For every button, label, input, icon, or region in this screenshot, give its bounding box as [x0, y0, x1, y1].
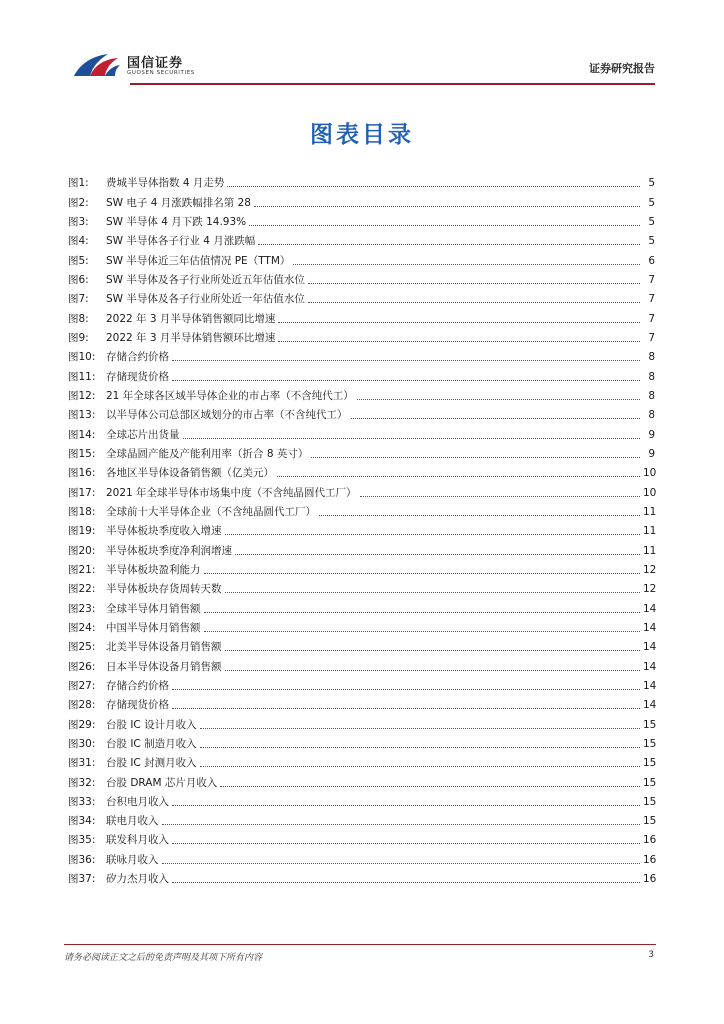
toc-entry-page: 15	[643, 737, 657, 750]
toc-dot-leader	[278, 321, 640, 323]
toc-dot-leader	[162, 862, 641, 864]
footer-disclaimer: 请务必阅读正文之后的免责声明及其项下所有内容	[64, 953, 263, 963]
toc-entry-page: 14	[643, 660, 657, 673]
toc-entry-page: 5	[648, 177, 655, 190]
logo-chinese-name: 国信证券	[127, 56, 184, 71]
toc-dot-leader	[172, 881, 640, 883]
toc-entry-title: 全球晶圆产能及产能利用率（折合 8 英寸）	[106, 447, 309, 460]
toc-entry-number: 图2:	[68, 196, 89, 209]
toc-entry-page: 15	[643, 718, 657, 731]
toc-dot-leader	[360, 495, 640, 497]
toc-entry-number: 图8:	[68, 312, 89, 325]
toc-entry-page: 16	[643, 834, 657, 847]
toc-entry[interactable]	[68, 519, 655, 538]
toc-entry-number: 图33:	[68, 795, 96, 808]
toc-dot-leader	[183, 437, 641, 439]
toc-dot-leader	[204, 630, 641, 632]
toc-entry-number: 图9:	[68, 331, 89, 344]
toc-entry-page: 7	[648, 293, 655, 306]
toc-entry-title: SW 半导体 4 月下跌 14.93%	[106, 215, 247, 228]
toc-dot-leader	[277, 475, 640, 477]
toc-entry[interactable]	[68, 732, 655, 751]
toc-entry-number: 图18:	[68, 505, 96, 518]
toc-entry[interactable]	[68, 751, 655, 770]
toc-entry-title: 全球前十大半导体企业（不含纯晶圆代工厂）	[106, 505, 316, 518]
toc-entry-page: 8	[648, 370, 655, 383]
toc-entry[interactable]	[68, 422, 655, 441]
toc-entry-page: 15	[643, 795, 657, 808]
toc-entry-title: 21 年全球各区域半导体企业的市占率（不含纯代工）	[106, 389, 354, 402]
toc-entry-number: 图3:	[68, 215, 89, 228]
toc-dot-leader	[220, 785, 640, 787]
toc-dot-leader	[351, 417, 641, 419]
toc-entry-title: 日本半导体设备月销售额	[106, 660, 222, 673]
toc-entry-number: 图28:	[68, 699, 96, 712]
toc-entry[interactable]	[68, 306, 655, 325]
toc-entry-number: 图32:	[68, 776, 96, 789]
toc-entry-title: 存储现货价格	[106, 699, 169, 712]
toc-entry-number: 图35:	[68, 834, 96, 847]
toc-entry[interactable]	[68, 442, 655, 461]
toc-entry[interactable]	[68, 500, 655, 519]
toc-entry[interactable]	[68, 558, 655, 577]
toc-entry-title: 各地区半导体设备销售额（亿美元）	[106, 467, 274, 480]
toc-entry-title: 2022 年 3 月半导体销售额同比增速	[106, 312, 276, 325]
page-header	[70, 48, 655, 84]
toc-entry[interactable]	[68, 538, 655, 557]
toc-entry-number: 图15:	[68, 447, 96, 460]
toc-entry[interactable]	[68, 867, 655, 886]
toc-entry-title: 台股 IC 设计月收入	[106, 718, 197, 731]
toc-entry-title: 存储合约价格	[106, 679, 169, 692]
toc-entry-page: 11	[643, 505, 657, 518]
toc-dot-leader	[172, 842, 640, 844]
toc-entry[interactable]	[68, 596, 655, 615]
toc-entry-title: 台股 IC 封测月收入	[106, 757, 197, 770]
toc-entry-title: 联咏月收入	[106, 853, 159, 866]
toc-entry-page: 7	[648, 331, 655, 344]
toc-dot-leader	[357, 398, 640, 400]
toc-entry-number: 图19:	[68, 525, 96, 538]
toc-entry-title: 台积电月收入	[106, 795, 169, 808]
toc-entry[interactable]	[68, 635, 655, 654]
toc-entry-number: 图17:	[68, 486, 96, 499]
page-number: 3	[648, 950, 654, 960]
toc-entry[interactable]	[68, 847, 655, 866]
toc-dot-leader	[308, 301, 640, 303]
toc-entry-number: 图7:	[68, 293, 89, 306]
toc-entry-title: 费城半导体指数 4 月走势	[106, 177, 225, 190]
toc-dot-leader	[200, 746, 640, 748]
toc-entry-number: 图23:	[68, 602, 96, 615]
toc-entry[interactable]	[68, 210, 655, 229]
toc-entry-page: 11	[643, 544, 657, 557]
toc-dot-leader	[227, 185, 640, 187]
toc-entry-number: 图5:	[68, 254, 89, 267]
toc-entry-number: 图20:	[68, 544, 96, 557]
toc-entry-page: 14	[643, 621, 657, 634]
report-type-label: 证券研究报告	[589, 62, 655, 75]
toc-entry-number: 图13:	[68, 409, 96, 422]
toc-entry-number: 图27:	[68, 679, 96, 692]
toc-entry[interactable]	[68, 712, 655, 731]
toc-entry-number: 图10:	[68, 351, 96, 364]
toc-entry-page: 5	[648, 196, 655, 209]
toc-entry[interactable]	[68, 461, 655, 480]
toc-entry[interactable]	[68, 809, 655, 828]
toc-dot-leader	[200, 727, 640, 729]
toc-entry[interactable]	[68, 674, 655, 693]
toc-entry-title: 联发科月收入	[106, 834, 169, 847]
header-divider	[130, 83, 655, 85]
toc-entry-page: 7	[648, 273, 655, 286]
toc-entry[interactable]	[68, 171, 655, 190]
toc-dot-leader	[235, 553, 640, 555]
toc-entry-number: 图4:	[68, 235, 89, 248]
page-title: 图表目录	[310, 122, 414, 148]
toc-dot-leader	[225, 649, 641, 651]
toc-entry-page: 7	[648, 312, 655, 325]
toc-entry-page: 16	[643, 873, 657, 886]
toc-entry-number: 图29:	[68, 718, 96, 731]
toc-entry[interactable]	[68, 616, 655, 635]
toc-dot-leader	[293, 263, 640, 265]
guosen-logo-icon	[70, 50, 122, 80]
table-of-figures	[68, 171, 655, 886]
toc-entry-number: 图25:	[68, 641, 96, 654]
toc-entry-page: 9	[648, 428, 655, 441]
toc-dot-leader	[308, 282, 640, 284]
toc-dot-leader	[200, 765, 640, 767]
toc-entry[interactable]	[68, 287, 655, 306]
toc-entry-title: 存储现货价格	[106, 370, 169, 383]
toc-dot-leader	[204, 611, 641, 613]
toc-entry-page: 12	[643, 583, 657, 596]
toc-entry-page: 12	[643, 563, 657, 576]
toc-entry-page: 14	[643, 602, 657, 615]
toc-entry-page: 9	[648, 447, 655, 460]
toc-entry-title: 2022 年 3 月半导体销售额环比增速	[106, 331, 276, 344]
toc-entry-page: 11	[643, 525, 657, 538]
toc-dot-leader	[254, 205, 640, 207]
logo-english-name: GUOSEN SECURITIES	[127, 70, 195, 76]
toc-entry-page: 15	[643, 776, 657, 789]
toc-entry-number: 图22:	[68, 583, 96, 596]
toc-dot-leader	[172, 379, 640, 381]
toc-entry-page: 6	[648, 254, 655, 267]
toc-entry-title: 北美半导体设备月销售额	[106, 641, 222, 654]
toc-dot-leader	[319, 514, 640, 516]
toc-entry-number: 图26:	[68, 660, 96, 673]
toc-entry-page: 10	[643, 486, 657, 499]
toc-entry-number: 图14:	[68, 428, 96, 441]
footer-divider	[64, 944, 656, 945]
toc-entry-number: 图24:	[68, 621, 96, 634]
toc-entry-title: 以半导体公司总部区域划分的市占率（不含纯代工）	[106, 409, 348, 422]
toc-entry-number: 图6:	[68, 273, 89, 286]
toc-entry-number: 图21:	[68, 563, 96, 576]
toc-entry[interactable]	[68, 654, 655, 673]
toc-dot-leader	[249, 224, 640, 226]
toc-entry-title: SW 半导体及各子行业所处近五年估值水位	[106, 273, 305, 286]
toc-entry[interactable]	[68, 790, 655, 809]
toc-entry-page: 5	[648, 235, 655, 248]
toc-entry[interactable]	[68, 828, 655, 847]
toc-entry-title: 台股 DRAM 芯片月收入	[106, 776, 218, 789]
toc-entry-title: 联电月收入	[106, 815, 159, 828]
toc-entry-page: 14	[643, 699, 657, 712]
toc-dot-leader	[225, 533, 641, 535]
toc-entry-title: 中国半导体月销售额	[106, 621, 201, 634]
toc-entry-title: SW 半导体及各子行业所处近一年估值水位	[106, 293, 305, 306]
toc-dot-leader	[258, 243, 640, 245]
toc-entry-page: 16	[643, 853, 657, 866]
toc-entry-number: 图34:	[68, 815, 96, 828]
toc-entry[interactable]	[68, 190, 655, 209]
toc-entry[interactable]	[68, 364, 655, 383]
toc-entry-title: SW 半导体各子行业 4 月涨跌幅	[106, 235, 256, 248]
toc-entry-title: 矽力杰月收入	[106, 873, 169, 886]
toc-dot-leader	[172, 804, 640, 806]
toc-entry-title: 半导体板块存货周转天数	[106, 583, 222, 596]
toc-entry[interactable]	[68, 326, 655, 345]
toc-dot-leader	[172, 707, 640, 709]
toc-entry[interactable]	[68, 403, 655, 422]
toc-entry-title: 半导体板块季度净利润增速	[106, 544, 232, 557]
toc-entry-title: 2021 年全球半导体市场集中度（不含纯晶圆代工厂）	[106, 486, 357, 499]
toc-dot-leader	[278, 340, 640, 342]
toc-entry-number: 图11:	[68, 370, 96, 383]
toc-entry-page: 8	[648, 351, 655, 364]
toc-entry[interactable]	[68, 693, 655, 712]
toc-entry-page: 14	[643, 641, 657, 654]
toc-entry[interactable]	[68, 248, 655, 267]
toc-entry-title: 台股 IC 制造月收入	[106, 737, 197, 750]
toc-entry-page: 5	[648, 215, 655, 228]
toc-entry[interactable]	[68, 480, 655, 499]
toc-dot-leader	[225, 591, 641, 593]
toc-entry-page: 14	[643, 679, 657, 692]
toc-entry-number: 图31:	[68, 757, 96, 770]
toc-entry[interactable]	[68, 577, 655, 596]
toc-dot-leader	[162, 823, 641, 825]
toc-entry-title: 半导体板块季度收入增速	[106, 525, 222, 538]
toc-entry-number: 图37:	[68, 873, 96, 886]
toc-entry-number: 图1:	[68, 177, 89, 190]
toc-entry-number: 图12:	[68, 389, 96, 402]
toc-entry[interactable]	[68, 229, 655, 248]
toc-entry[interactable]	[68, 770, 655, 789]
toc-entry[interactable]	[68, 345, 655, 364]
toc-entry-page: 8	[648, 389, 655, 402]
toc-entry-page: 15	[643, 757, 657, 770]
toc-entry-title: 全球芯片出货量	[106, 428, 180, 441]
toc-entry-number: 图30:	[68, 737, 96, 750]
guosen-logo	[70, 48, 270, 84]
toc-entry[interactable]	[68, 384, 655, 403]
toc-entry-title: 全球半导体月销售额	[106, 602, 201, 615]
toc-entry-page: 15	[643, 815, 657, 828]
toc-entry-page: 8	[648, 409, 655, 422]
toc-entry-number: 图36:	[68, 853, 96, 866]
toc-dot-leader	[172, 688, 640, 690]
toc-dot-leader	[225, 669, 641, 671]
toc-entry-title: SW 半导体近三年估值情况 PE（TTM）	[106, 254, 291, 267]
toc-dot-leader	[311, 456, 640, 458]
toc-entry-title: 半导体板块盈利能力	[106, 563, 201, 576]
toc-entry-title: 存储合约价格	[106, 351, 169, 364]
toc-entry[interactable]	[68, 268, 655, 287]
toc-dot-leader	[172, 359, 640, 361]
toc-entry-page: 10	[643, 467, 657, 480]
toc-entry-number: 图16:	[68, 467, 96, 480]
toc-dot-leader	[204, 572, 641, 574]
toc-entry-title: SW 电子 4 月涨跌幅排名第 28	[106, 196, 251, 209]
